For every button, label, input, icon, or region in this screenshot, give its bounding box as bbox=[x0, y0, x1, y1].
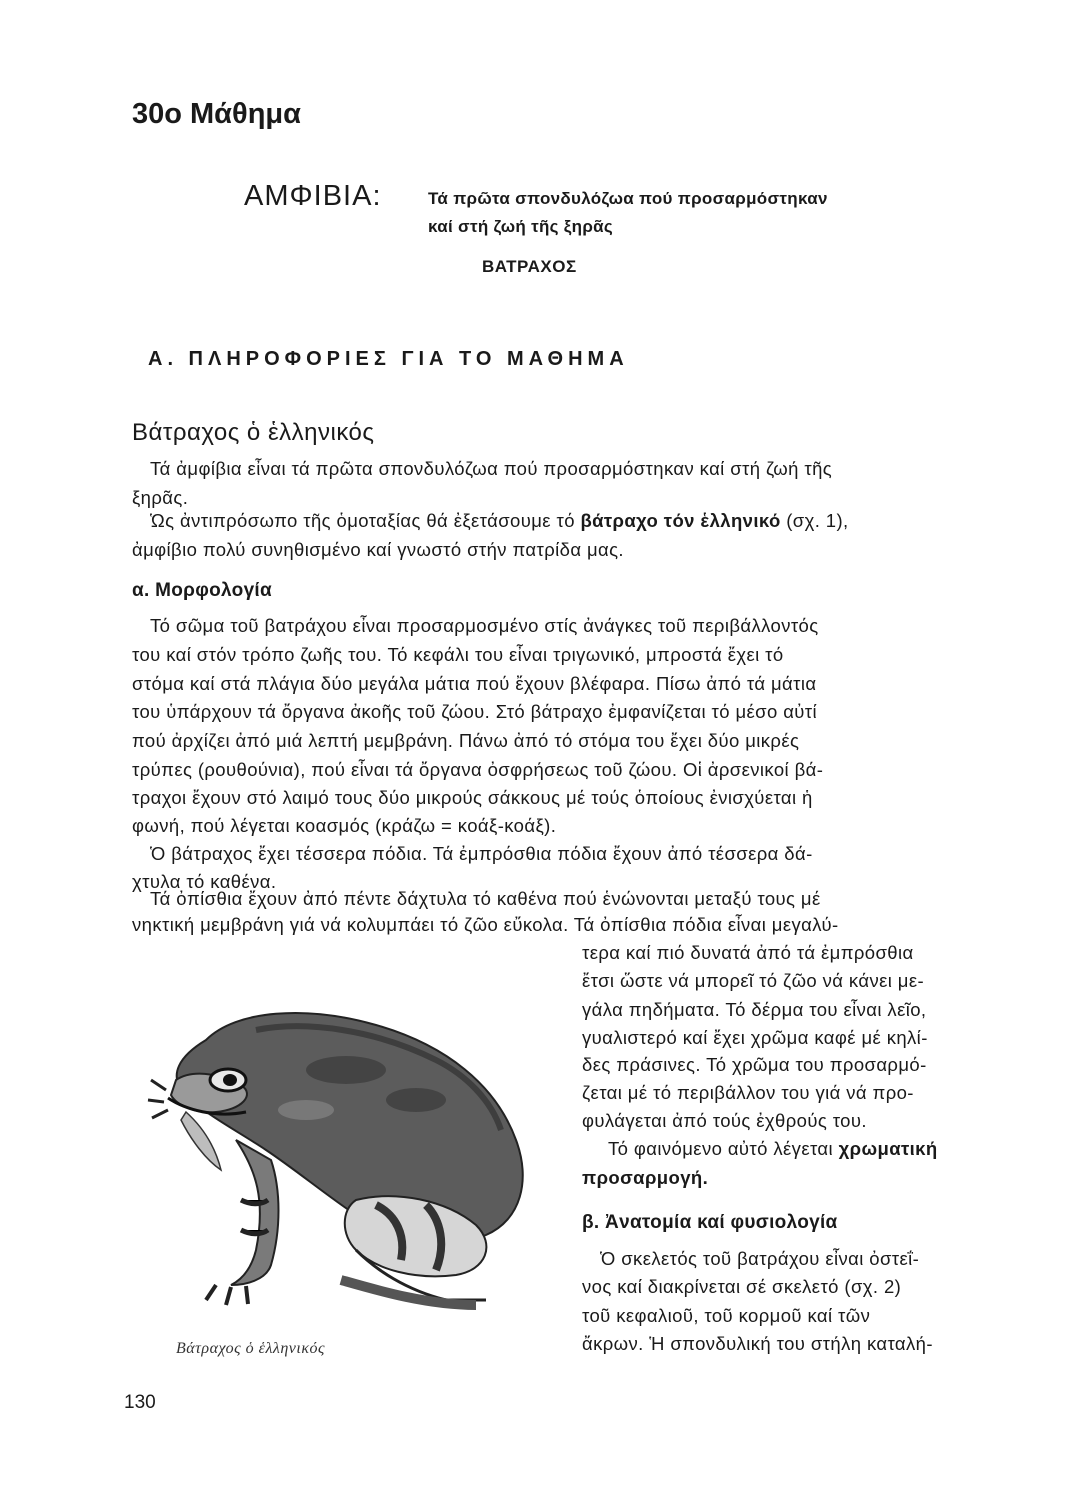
chapter-title: ΑΜΦΙΒΙΑ: bbox=[244, 180, 382, 212]
column-line: ἔτσι ὥστε νά μπορεῖ τό ζῶο νά κάνει με- bbox=[582, 970, 925, 991]
column-line: δες πράσινες. Τό χρῶμα του προσαρμό- bbox=[582, 1054, 927, 1075]
paragraph-line: νηκτική μεμβράνη γιά νά κολυμπάει τό ζῶο εὔκολα. Τά ὀπίσθια πόδια εἶναι μεγαλύ- bbox=[132, 914, 839, 935]
intro-line bbox=[150, 510, 849, 532]
paragraph-line: Τά ὀπίσθια ἔχουν ἀπό πέντε δάχτυλα τό καθένα πού ἑνώνονται μεταξύ τους μέ bbox=[150, 888, 821, 909]
intro-text: Ὡς ἀντιπρόσωπο τῆς ὁμοταξίας θά ἐξετάσουμε τό bbox=[150, 510, 581, 531]
column-line bbox=[608, 1138, 938, 1160]
paragraph-line: του καί στόν τρόπο ζωῆς του. Τό κεφάλι του εἶναι τριγωνικό, μπροστά ἔχει τό bbox=[132, 644, 784, 665]
anatomy-line: Ὁ σκελετός τοῦ βατράχου εἶναι ὀστεΐ- bbox=[600, 1248, 920, 1269]
column-line: ζεται μέ τό περιβάλλον του γιά νά προ- bbox=[582, 1082, 914, 1103]
chapter-subtitle-line2: καί στή ζωή τῆς ξηρᾶς bbox=[428, 217, 614, 236]
morphology-heading: α. Μορφολογία bbox=[132, 580, 272, 601]
intro-line: Τά ἀμφίβια εἶναι τά πρῶτα σπονδυλόζωα πού προσαρμόστηκαν καί στή ζωή τῆς bbox=[150, 458, 833, 479]
anatomy-heading: β. Ἀνατομία καί φυσιολογία bbox=[582, 1212, 838, 1233]
figure-caption: Βάτραχος ὁ ἑλληνικός bbox=[176, 1340, 325, 1357]
anatomy-line: ἄκρων. Ἡ σπονδυλική του στήλη καταλή- bbox=[582, 1333, 933, 1354]
anatomy-line: τοῦ κεφαλιοῦ, τοῦ κορμοῦ καί τῶν bbox=[582, 1305, 871, 1326]
column-line: φυλάγεται ἀπό τούς ἐχθρούς του. bbox=[582, 1110, 867, 1131]
paragraph-line: τρύπες (ρουθούνια), πού εἶναι τά ὄργανα ὀσφρήσεως τοῦ ζώου. Οἱ ἀρσενικοί βά- bbox=[132, 759, 824, 780]
frog-illustration bbox=[146, 1000, 556, 1330]
paragraph-line: τραχοι ἔχουν στό λαιμό τους δύο μικρούς σάκκους μέ τούς ὁποίους ἐνισχύεται ἡ bbox=[132, 787, 813, 808]
intro-bold-text: βάτραχο τόν ἑλληνικό bbox=[580, 510, 781, 531]
phenomenon-bold-text: προσαρμογή. bbox=[582, 1167, 709, 1188]
intro-line: ἀμφίβιο πολύ συνηθισμένο καί γνωστό στήν πατρίδα μας. bbox=[132, 539, 624, 560]
sub-heading: Βάτραχος ὁ ἑλληνικός bbox=[132, 419, 375, 446]
animal-name: ΒΑΤΡΑΧΟΣ bbox=[482, 257, 577, 276]
chapter-subtitle-line1: Τά πρῶτα σπονδυλόζωα πού προσαρμόστηκαν bbox=[428, 189, 828, 208]
phenomenon-text: Τό φαινόμενο αὐτό λέγεται bbox=[608, 1138, 839, 1159]
column-line: γυαλιστερό καί ἔχει χρῶμα καφέ μέ κηλί- bbox=[582, 1027, 928, 1048]
column-line bbox=[582, 1167, 708, 1189]
section-heading: Α. ΠΛΗΡΟΦΟΡΙΕΣ ΓΙΑ ΤΟ ΜΑΘΗΜΑ bbox=[148, 348, 629, 370]
column-line: γάλα πηδήματα. Τό δέρμα του εἶναι λεῖο, bbox=[582, 999, 927, 1020]
column-line: τερα καί πιό δυνατά ἀπό τά ἐμπρόσθια bbox=[582, 942, 914, 963]
paragraph-line: στόμα καί στά πλάγια δύο μεγάλα μάτια πού ἔχουν βλέφαρα. Πίσω ἀπό τά μάτια bbox=[132, 673, 817, 694]
lesson-title: 30ο Μάθημα bbox=[132, 98, 301, 130]
anatomy-line: νος καί διακρίνεται σέ σκελετό (σχ. 2) bbox=[582, 1276, 902, 1297]
intro-text: (σχ. 1), bbox=[780, 510, 849, 531]
phenomenon-bold-text: χρωματική bbox=[838, 1138, 938, 1159]
page-number: 130 bbox=[124, 1392, 156, 1413]
paragraph-line: του ὑπάρχουν τά ὄργανα ἀκοῆς τοῦ ζώου. Στό βάτραχο ἐμφανίζεται τό μέσο αὐτί bbox=[132, 701, 818, 722]
paragraph-line: Τό σῶμα τοῦ βατράχου εἶναι προσαρμοσμένο στίς ἀνάγκες τοῦ περιβάλλοντός bbox=[150, 615, 819, 636]
paragraph-line: χτυλα τό καθένα. bbox=[132, 871, 277, 892]
paragraph-line: φωνή, πού λέγεται κοασμός (κράζω = κοάξ-κοάξ). bbox=[132, 815, 557, 836]
paragraph-line: πού ἀρχίζει ἀπό μιά λεπτή μεμβράνη. Πάνω ἀπό τό στόμα του ἔχει δύο μικρές bbox=[132, 730, 800, 751]
intro-line: ξηρᾶς. bbox=[132, 487, 189, 508]
paragraph-line: Ὁ βάτραχος ἔχει τέσσερα πόδια. Τά ἐμπρόσθια πόδια ἔχουν ἀπό τέσσερα δά- bbox=[150, 843, 813, 864]
